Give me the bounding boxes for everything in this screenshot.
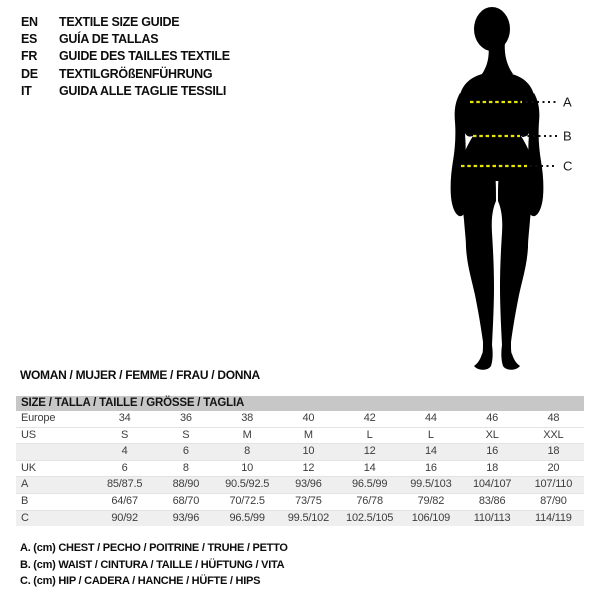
size-cell: 18	[547, 445, 560, 458]
size-cell: 106/109	[411, 511, 451, 524]
gender-title: WOMAN / MUJER / FEMME / FRAU / DONNA	[20, 368, 260, 382]
language-label: GUIDE DES TAILLES TEXTILE	[59, 49, 230, 64]
size-cell: 16	[486, 445, 499, 458]
size-row-label: UK	[21, 461, 36, 474]
legend-line: B. (cm) WAIST / CINTURA / TAILLE / HÜFTUNG / VITA	[20, 558, 285, 571]
size-cell: 85/87.5	[106, 478, 143, 491]
size-cell: 48	[547, 412, 560, 424]
woman-silhouette-icon	[451, 7, 544, 370]
size-cell: 14	[424, 445, 437, 458]
size-cell: XXL	[543, 428, 564, 441]
size-table-row	[16, 510, 584, 526]
size-cell: 12	[302, 461, 315, 474]
size-cell: 38	[241, 412, 254, 424]
size-cell: 6	[182, 445, 189, 458]
language-code: DE	[21, 66, 38, 81]
size-cell: 93/96	[295, 478, 322, 491]
size-cell: 110/113	[473, 511, 511, 524]
legend-line: C. (cm) HIP / CADERA / HANCHE / HÜFTE / HIPS	[20, 575, 261, 588]
language-label: TEXTILE SIZE GUIDE	[59, 14, 180, 29]
language-row	[21, 48, 230, 65]
hip-label: C	[563, 158, 573, 174]
size-table-row	[16, 460, 584, 477]
waist-label: B	[563, 128, 572, 144]
woman-silhouette-figure	[430, 5, 600, 375]
size-cell: S	[121, 428, 129, 441]
size-cell: 73/75	[295, 494, 322, 507]
size-cell: 83/86	[478, 494, 506, 507]
size-cell: 8	[244, 445, 251, 458]
measurement-legend	[20, 540, 288, 590]
size-cell: 8	[182, 461, 189, 474]
size-table-header: SIZE / TALLA / TAILLE / GRÖSSE / TAGLIA	[16, 396, 584, 411]
size-row-label: US	[21, 428, 36, 441]
size-cell: L	[366, 428, 373, 441]
chest-label: A	[563, 94, 572, 110]
language-code: EN	[21, 14, 38, 29]
size-cell: 68/70	[172, 494, 200, 507]
size-cell: M	[303, 428, 313, 441]
size-cell: 36	[179, 412, 192, 424]
language-row	[21, 83, 230, 100]
size-table-row	[16, 411, 584, 427]
size-cell: 34	[118, 412, 131, 424]
size-cell: L	[427, 428, 434, 441]
size-cell: 87/90	[540, 494, 567, 507]
size-cell: 76/78	[356, 494, 383, 507]
size-cell: 10	[302, 445, 315, 458]
size-table-row	[16, 477, 584, 494]
language-guide	[21, 13, 230, 100]
size-cell: 79/82	[417, 494, 445, 507]
size-cell: 6	[121, 461, 128, 474]
size-table-row	[16, 493, 584, 510]
size-cell: 16	[424, 461, 437, 474]
size-cell: 10	[241, 461, 254, 474]
size-row-label: B	[21, 494, 29, 507]
size-cell: 99.5/103	[410, 478, 452, 491]
language-code: FR	[21, 49, 38, 64]
language-label: GUIDA ALLE TAGLIE TESSILI	[59, 84, 227, 99]
size-cell: 42	[363, 412, 376, 424]
size-cell: 107/110	[534, 478, 573, 491]
size-cell: 20	[547, 461, 560, 474]
size-cell: 64/67	[111, 494, 138, 507]
size-table-row	[16, 444, 584, 461]
size-row-label: A	[21, 478, 29, 491]
size-cell: 12	[363, 445, 376, 458]
size-cell: 99.5/102	[287, 511, 329, 524]
size-cell: 90/92	[111, 511, 138, 524]
size-cell: 88/90	[172, 478, 200, 491]
size-row-label	[16, 444, 94, 461]
language-label: GUÍA DE TALLAS	[59, 32, 159, 47]
size-cell: 46	[486, 412, 499, 424]
size-cell: 44	[424, 412, 437, 424]
size-cell: 90.5/92.5	[225, 478, 270, 491]
size-cell: 40	[302, 412, 315, 424]
size-row-label: C	[21, 511, 29, 524]
size-cell: XL	[485, 428, 499, 441]
size-cell: 104/107	[472, 478, 512, 491]
size-cell: 96.5/99	[351, 478, 388, 491]
language-code: IT	[21, 84, 32, 99]
size-cell: 102.5/105	[346, 511, 394, 524]
size-cell: 93/96	[172, 511, 200, 524]
size-table	[16, 396, 584, 526]
size-cell: 14	[363, 461, 376, 474]
size-cell: S	[182, 428, 190, 441]
size-table-row	[16, 427, 584, 444]
language-label: TEXTILGRÖßENFÜHRUNG	[59, 66, 213, 81]
size-cell: M	[242, 428, 252, 441]
size-row-label: Europe	[21, 412, 56, 424]
size-cell: 114/119	[535, 511, 572, 524]
size-cell: 18	[486, 461, 499, 474]
language-row	[21, 65, 230, 82]
language-row	[21, 30, 230, 47]
language-row	[21, 13, 230, 30]
size-cell: 4	[121, 445, 128, 458]
size-cell: 96.5/99	[229, 511, 265, 524]
legend-line: A. (cm) CHEST / PECHO / POITRINE / TRUHE / PETTO	[20, 542, 288, 554]
size-cell: 70/72.5	[229, 494, 265, 507]
language-code: ES	[21, 32, 38, 47]
size-table-body	[16, 411, 584, 526]
